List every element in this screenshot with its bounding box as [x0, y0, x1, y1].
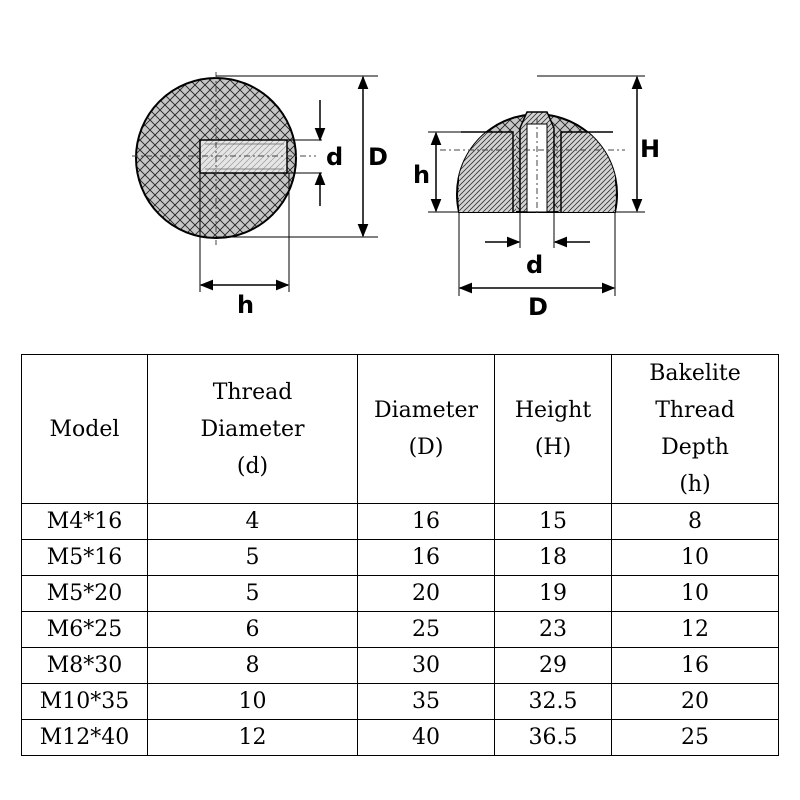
cell-thread-diameter: 10: [148, 684, 358, 720]
cell-model: M5*20: [22, 576, 148, 612]
cell-model: M8*30: [22, 648, 148, 684]
cell-thread-diameter: 4: [148, 504, 358, 540]
header-model: Model: [22, 355, 148, 504]
knob-technical-drawing: [0, 0, 800, 345]
table-row: [22, 684, 779, 720]
cell-model: M4*16: [22, 504, 148, 540]
cell-thread-depth: 8: [612, 504, 779, 540]
section-view-d-label: d: [526, 251, 544, 279]
cell-thread-diameter: 6: [148, 612, 358, 648]
cell-model: M10*35: [22, 684, 148, 720]
table-row: [22, 720, 779, 756]
header-bakelite-thread-depth: Bakelite Thread Depth (h): [612, 355, 779, 504]
side-view: [132, 72, 388, 319]
cell-height: 23: [495, 612, 612, 648]
table-row: [22, 612, 779, 648]
cell-thread-diameter: 5: [148, 540, 358, 576]
cell-model: M5*16: [22, 540, 148, 576]
side-view-h-label: h: [237, 291, 255, 319]
cell-thread-depth: 10: [612, 540, 779, 576]
cell-thread-depth: 10: [612, 576, 779, 612]
cell-thread-depth: 12: [612, 612, 779, 648]
table-row: [22, 540, 779, 576]
cell-thread-diameter: 8: [148, 648, 358, 684]
section-view-D-label: D: [528, 293, 548, 321]
table-row: [22, 504, 779, 540]
cell-diameter: 25: [358, 612, 495, 648]
cell-thread-diameter: 12: [148, 720, 358, 756]
section-view-h-label: h: [413, 161, 431, 189]
cell-diameter: 20: [358, 576, 495, 612]
table-header-row: [22, 355, 779, 504]
cell-thread-depth: 16: [612, 648, 779, 684]
cell-height: 36.5: [495, 720, 612, 756]
specification-table: [21, 354, 779, 756]
cell-thread-diameter: 5: [148, 576, 358, 612]
cell-height: 32.5: [495, 684, 612, 720]
side-view-D-label: D: [368, 143, 388, 171]
cell-height: 19: [495, 576, 612, 612]
section-view: [413, 76, 660, 321]
side-view-d-label: d: [326, 143, 344, 171]
cell-thread-depth: 20: [612, 684, 779, 720]
cell-diameter: 40: [358, 720, 495, 756]
header-diameter: Diameter (D): [358, 355, 495, 504]
cell-height: 18: [495, 540, 612, 576]
cell-thread-depth: 25: [612, 720, 779, 756]
section-view-H-label: H: [640, 135, 661, 163]
header-height: Height (H): [495, 355, 612, 504]
cell-diameter: 30: [358, 648, 495, 684]
table-row: [22, 576, 779, 612]
cell-height: 15: [495, 504, 612, 540]
cell-diameter: 16: [358, 504, 495, 540]
cell-model: M6*25: [22, 612, 148, 648]
cell-model: M12*40: [22, 720, 148, 756]
header-thread-diameter: Thread Diameter (d): [148, 355, 358, 504]
table-row: [22, 648, 779, 684]
cell-diameter: 35: [358, 684, 495, 720]
cell-height: 29: [495, 648, 612, 684]
cell-diameter: 16: [358, 540, 495, 576]
